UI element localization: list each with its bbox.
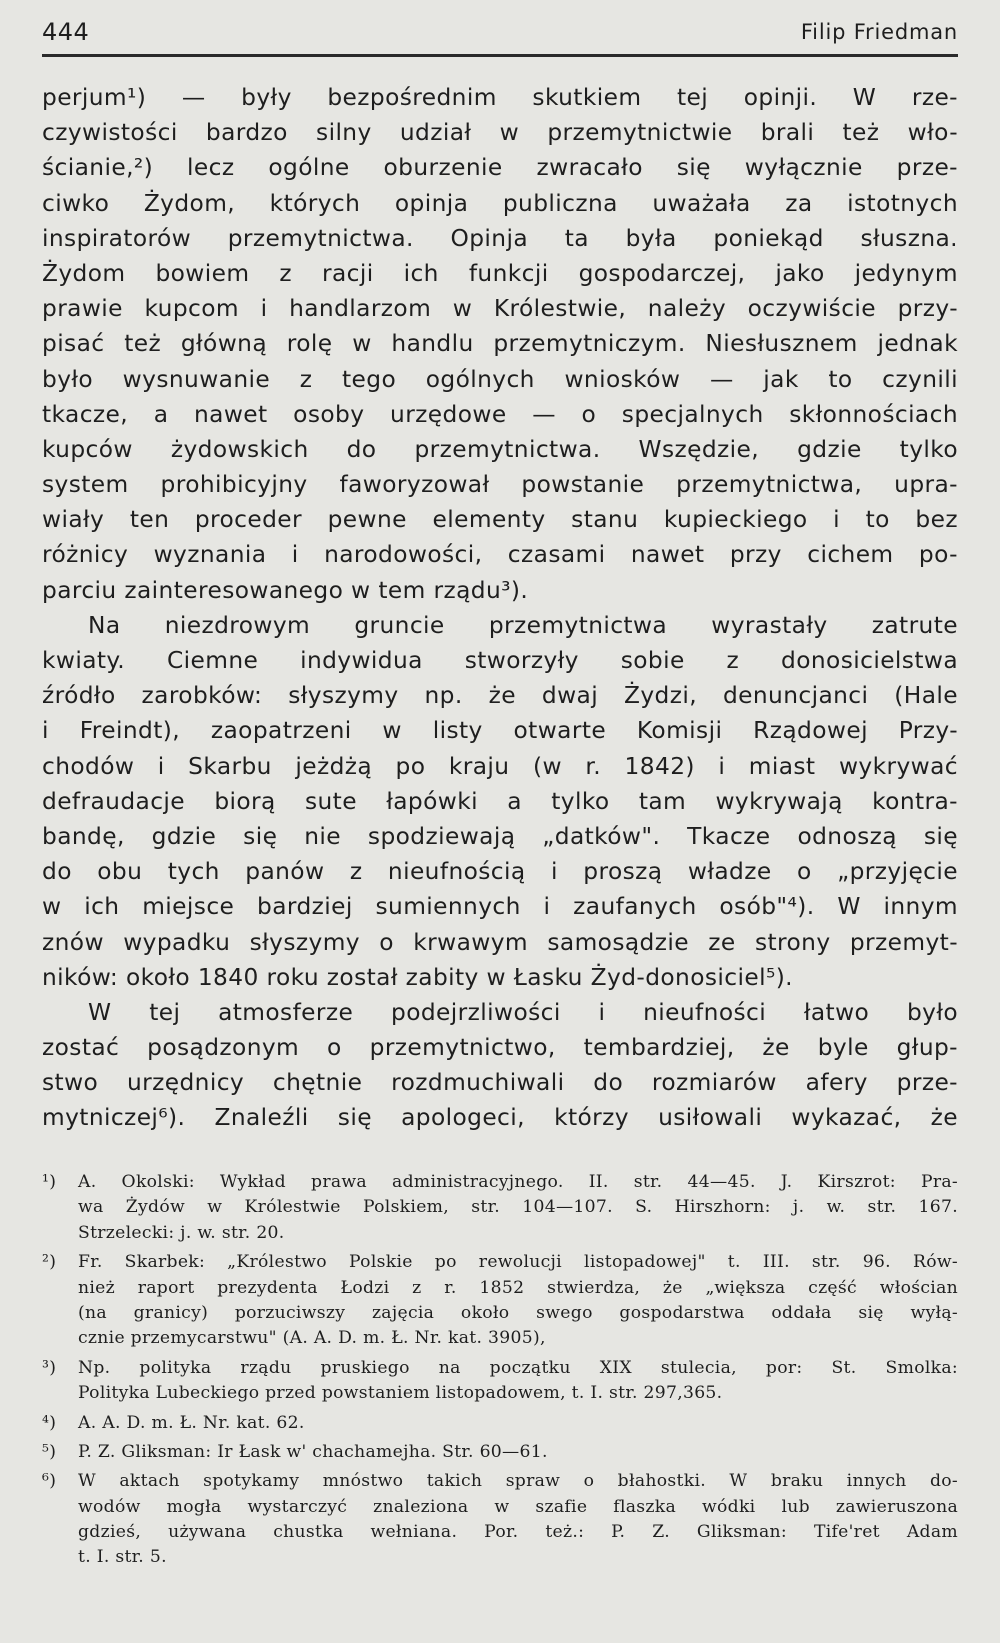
body-line: czywistości bardzo silny udział w przemytnictwie brali też wło- <box>42 119 958 147</box>
footnotes <box>42 1170 958 1575</box>
body-line: wiały ten proceder pewne elementy stanu kupieckiego i to bez <box>42 506 958 534</box>
footnote-line: Np. polityka rządu pruskiego na początku XIX stulecia, por: St. Smolka: <box>78 1357 958 1378</box>
body-line: różnicy wyznania i narodowości, czasami nawet przy cichem po- <box>42 541 958 569</box>
body-line: system prohibicyjny faworyzował powstanie przemytnictwa, upra- <box>42 471 958 499</box>
footnote-line: wodów mogła wystarczyć znaleziona w szafie flaszka wódki lub zawieruszona <box>78 1496 958 1517</box>
footnote-line: A. Okolski: Wykład prawa administracyjnego. II. str. 44—45. J. Kirszrot: Pra- <box>78 1172 958 1192</box>
footnote-line: A. A. D. m. Ł. Nr. kat. 62. <box>78 1412 305 1433</box>
body-line: bandę, gdzie się nie spodziewają „datków". Tkacze odnoszą się <box>42 822 958 850</box>
footnote-marker: ³) <box>42 1357 57 1378</box>
body-line: W tej atmosferze podejrzliwości i nieufności łatwo było <box>88 998 958 1026</box>
body-line: zostać posądzonym o przemytnictwo, tembardziej, że byle głup- <box>42 1034 958 1062</box>
body-line: kwiaty. Ciemne indywidua stworzyły sobie z donosicielstwa <box>42 647 958 674</box>
footnote-line: cznie przemycarstwu" (A. A. D. m. Ł. Nr. kat. 3905), <box>78 1328 546 1349</box>
footnote-line: P. Z. Gliksman: Ir Łask w' chachamejha. Str. 60—61. <box>78 1441 548 1462</box>
body-line: w ich miejsce bardziej sumiennych i zaufanych osób"⁴). W innym <box>42 893 958 921</box>
footnote <box>42 1411 958 1436</box>
footnote-line: (na granicy) porzuciwszy zajęcia około swego gospodarstwa oddała się wyłą- <box>78 1302 958 1323</box>
footnote-line: wa Żydów w Królestwie Polskiem, str. 104—107. S. Hirszhorn: j. w. str. 167. <box>78 1197 958 1218</box>
footnote-line: t. I. str. 5. <box>78 1547 167 1568</box>
page-number: 444 <box>42 18 90 46</box>
body-line: chodów i Skarbu jeżdżą po kraju (w r. 1842) i miast wykrywać <box>42 752 958 780</box>
body-line: było wysnuwanie z tego ogólnych wniosków — jak to czynili <box>42 365 958 393</box>
footnote-line: gdzieś, używana chustka wełniana. Por. też.: P. Z. Gliksman: Tife'ret Adam <box>78 1522 958 1543</box>
body-line: inspiratorów przemytnictwa. Opinja ta była poniekąd słuszna. <box>42 224 958 252</box>
footnote-line: Strzelecki: j. w. str. 20. <box>78 1222 285 1243</box>
body-line: ników: około 1840 roku został zabity w Łasku Żyd-donosiciel⁵). <box>42 963 793 991</box>
footnote-marker: ⁴) <box>42 1412 57 1433</box>
footnote-line: Polityka Lubeckiego przed powstaniem listopadowem, t. I. str. 297,365. <box>78 1383 723 1404</box>
body-line: kupców żydowskich do przemytnictwa. Wszędzie, gdzie tylko <box>42 435 958 463</box>
footnote <box>42 1469 958 1571</box>
footnote-marker: ⁶) <box>42 1471 57 1492</box>
footnote-marker: ⁵) <box>42 1441 57 1462</box>
body-line: i Freindt), zaopatrzeni w listy otwarte Komisji Rządowej Przy- <box>42 717 958 745</box>
body-line: Żydom bowiem z racji ich funkcji gospodarczej, jako jedynym <box>42 259 958 287</box>
running-head-author: Filip Friedman <box>800 20 958 44</box>
footnote-marker: ¹) <box>42 1172 57 1192</box>
body-line: perjum¹) — były bezpośrednim skutkiem tej opinji. W rze- <box>42 84 958 111</box>
body-line: stwo urzędnicy chętnie rozdmuchiwali do rozmiarów afery prze- <box>42 1069 958 1097</box>
footnote <box>42 1356 958 1407</box>
body-line: źródło zarobków: słyszymy np. że dwaj Żydzi, denuncjanci (Hale <box>42 682 958 710</box>
footnote-marker: ²) <box>42 1252 57 1273</box>
footnote-line: Fr. Skarbek: „Królestwo Polskie po rewolucji listopadowej" t. III. str. 96. Rów- <box>78 1252 958 1273</box>
body-line: ścianie,²) lecz ogólne oburzenie zwracało się wyłącznie prze- <box>42 154 958 182</box>
body-text <box>42 80 958 1136</box>
body-line: parciu zainteresowanego w tem rządu³). <box>42 576 529 604</box>
body-line: defraudacje biorą sute łapówki a tylko tam wykrywają kontra- <box>42 787 958 815</box>
body-line: znów wypadku słyszymy o krwawym samosądzie ze strony przemyt- <box>42 928 958 956</box>
footnote <box>42 1440 958 1465</box>
body-line: do obu tych panów z nieufnością i proszą władze o „przyjęcie <box>42 858 958 886</box>
body-line: pisać też główną rolę w handlu przemytniczym. Niesłusznem jednak <box>42 330 958 358</box>
footnote-line: W aktach spotykamy mnóstwo takich spraw o błahostki. W braku innych do- <box>78 1471 958 1492</box>
page-header <box>42 14 958 57</box>
body-line: Na niezdrowym gruncie przemytnictwa wyrastały zatrute <box>88 611 958 639</box>
body-line: mytniczej⁶). Znaleźli się apologeci, którzy usiłowali wykazać, że <box>42 1104 958 1132</box>
footnote <box>42 1250 958 1352</box>
body-line: prawie kupcom i handlarzom w Królestwie, należy oczywiście przy- <box>42 295 958 323</box>
body-line: tkacze, a nawet osoby urzędowe — o specjalnych skłonnościach <box>42 400 958 428</box>
body-line: ciwko Żydom, których opinja publiczna uważała za istotnych <box>42 189 958 217</box>
footnote <box>42 1170 958 1246</box>
footnote-line: nież raport prezydenta Łodzi z r. 1852 stwierdza, że „większa część włościan <box>78 1277 958 1298</box>
